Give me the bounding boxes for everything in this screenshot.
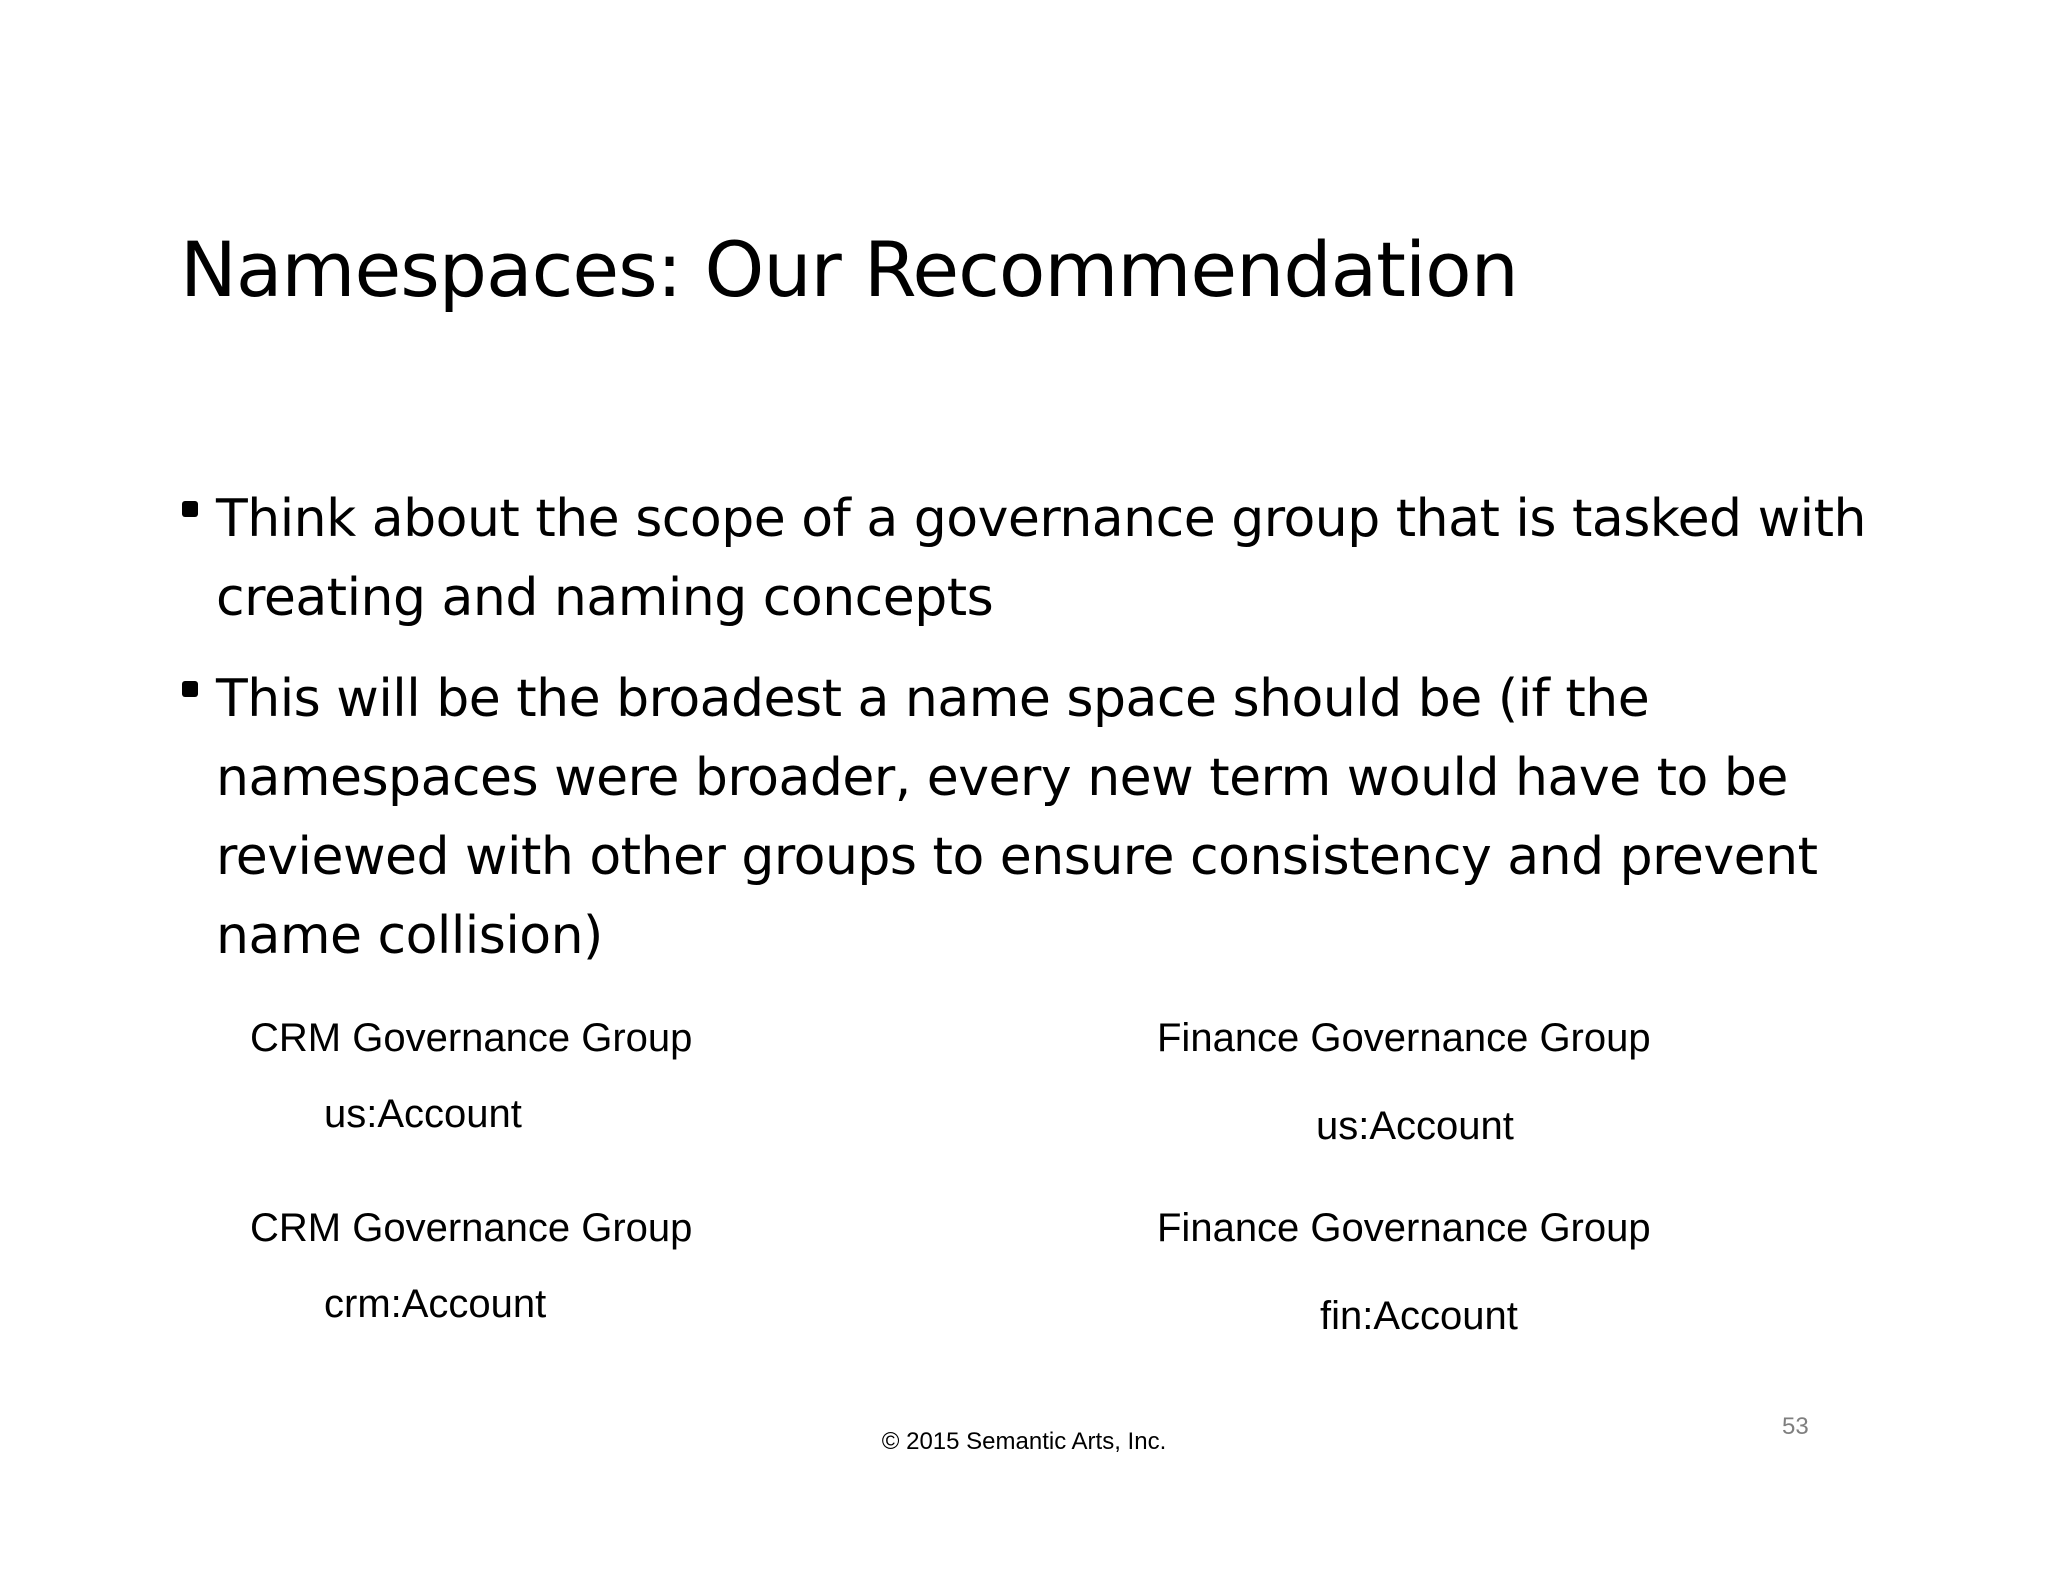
finance-group-label-row1: Finance Governance Group: [1157, 1016, 1651, 1060]
slide-title: Namespaces: Our Recommendation: [180, 225, 1518, 314]
finance-group-label-row2: Finance Governance Group: [1157, 1206, 1651, 1250]
crm-term-row2: crm:Account: [324, 1282, 547, 1326]
bullet-list: [182, 480, 1902, 998]
finance-term-row2: fin:Account: [1320, 1294, 1518, 1338]
page-number: 53: [1782, 1413, 1809, 1440]
copyright-footer: © 2015 Semantic Arts, Inc.: [881, 1428, 1167, 1455]
finance-term-row1: us:Account: [1316, 1104, 1514, 1148]
bullet-item: [182, 480, 1902, 638]
bullet-item: [182, 660, 1902, 976]
bullet-text: This will be the broadest a name space should be (if the namespaces were broader, every new term would have to be reviewed with other groups to ensure consistency and prevent name collision): [216, 669, 1818, 966]
bullet-marker-icon: [182, 681, 198, 697]
crm-group-label-row1: CRM Governance Group: [250, 1016, 693, 1060]
bullet-marker-icon: [182, 501, 198, 517]
bullet-text: Think about the scope of a governance group that is tasked with creating and naming concepts: [216, 489, 1866, 628]
crm-term-row1: us:Account: [324, 1092, 522, 1136]
crm-group-label-row2: CRM Governance Group: [250, 1206, 693, 1250]
